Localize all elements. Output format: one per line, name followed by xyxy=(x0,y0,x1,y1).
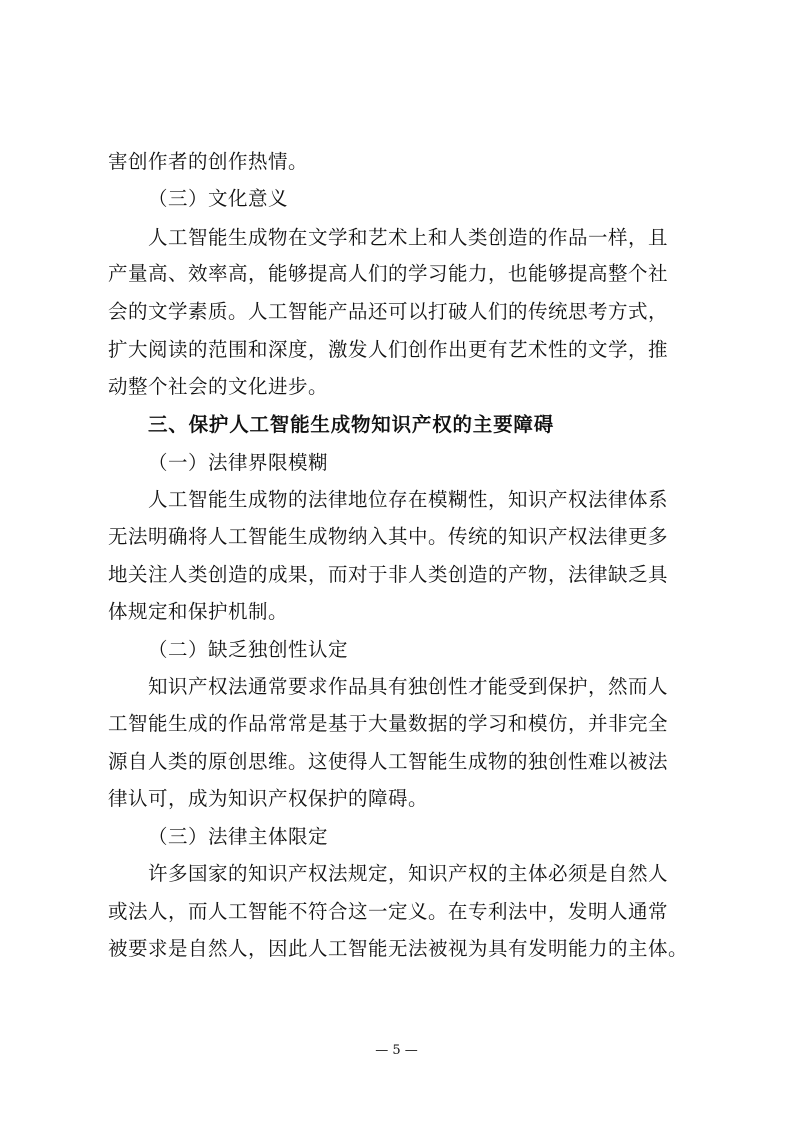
paragraph-line: 地关注人类创造的成果，而对于非人类创造的产物，法律缺乏具 xyxy=(108,563,669,586)
paragraph-line: 扩大阅读的范围和深度，激发人们创作出更有艺术性的文学，推 xyxy=(108,338,669,361)
section-heading: 三、保护人工智能生成物知识产权的主要障碍 xyxy=(148,413,555,436)
paragraph-line: 动整个社会的文化进步。 xyxy=(108,375,329,398)
paragraph-line: 或法人，而人工智能不符合这一定义。在专利法中，发明人通常 xyxy=(108,900,669,923)
paragraph-line: 害创作者的创作热情。 xyxy=(108,150,309,173)
paragraph-line: 知识产权法通常要求作品具有独创性才能受到保护，然而人 xyxy=(148,675,669,698)
subheading-legal-subject: （三）法律主体限定 xyxy=(148,825,329,848)
paragraph-line: 会的文学素质。人工智能产品还可以打破人们的传统思考方式， xyxy=(108,300,669,323)
page-number: — 5 — xyxy=(375,1043,418,1058)
paragraph-line: 工智能生成的作品常常是基于大量数据的学习和模仿，并非完全 xyxy=(108,712,669,735)
paragraph-line: 被要求是自然人，因此人工智能无法被视为具有发明能力的主体。 xyxy=(108,937,689,960)
paragraph-line: 律认可，成为知识产权保护的障碍。 xyxy=(108,787,429,810)
paragraph-line: 无法明确将人工智能生成物纳入其中。传统的知识产权法律更多 xyxy=(108,525,669,548)
paragraph-line: 产量高、效率高，能够提高人们的学习能力，也能够提高整个社 xyxy=(108,262,669,285)
paragraph-line: 许多国家的知识产权法规定，知识产权的主体必须是自然人 xyxy=(148,862,669,885)
subheading-originality: （二）缺乏独创性认定 xyxy=(148,638,349,661)
subheading-legal-boundary: （一）法律界限模糊 xyxy=(148,451,329,474)
paragraph-line: 人工智能生成物的法律地位存在模糊性，知识产权法律体系 xyxy=(148,488,669,511)
paragraph-line: 体规定和保护机制。 xyxy=(108,600,289,623)
paragraph-line: 人工智能生成物在文学和艺术上和人类创造的作品一样，且 xyxy=(148,226,669,249)
paragraph-line: 源自人类的原创思维。这使得人工智能生成物的独创性难以被法 xyxy=(108,750,669,773)
subheading-cultural-significance: （三）文化意义 xyxy=(148,187,289,210)
